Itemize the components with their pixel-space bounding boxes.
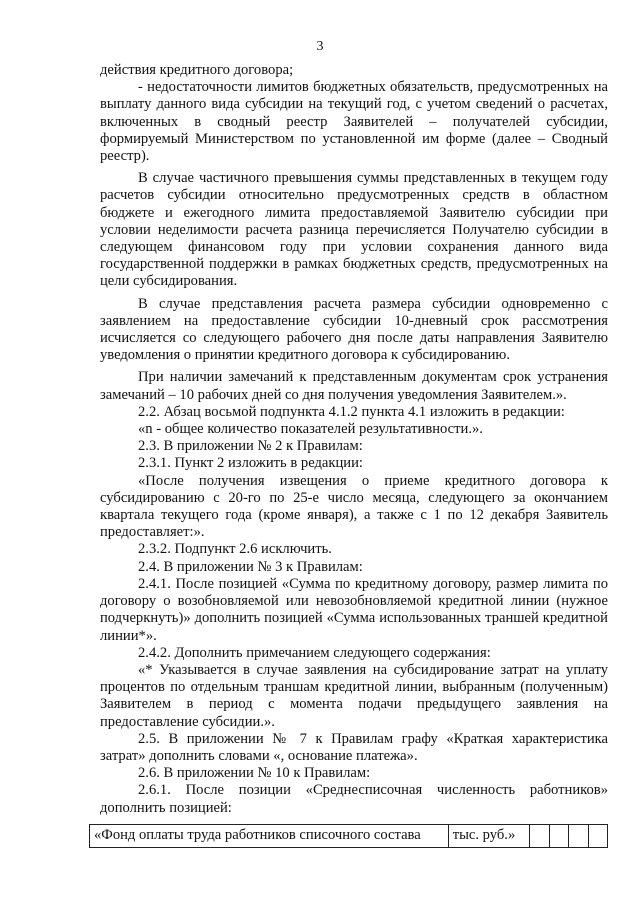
table-cell-name: «Фонд оплаты труда работников списочного состава: [90, 825, 449, 848]
paragraph-2-2: 2.2. Абзац восьмой подпункта 4.1.2 пункта 4.1 изложить в редакции:: [138, 403, 565, 420]
table-cell-blank: [588, 825, 607, 848]
page-number: 3: [316, 39, 324, 54]
paragraph-quote-after-receipt: «После получения извещения о приеме кредитного договора к субсидированию с 20-го по 25-е число месяца, следующего за окончанием квартала текущего года (кроме января), а также с 1 по 12 декабря Заявитель предоставляет:».: [100, 472, 608, 541]
paragraph-footnote: «* Указывается в случае заявления на субсидирование затрат на уплату процентов по отдельным траншам кредитной линии, выбранным (полученным) Заявителем в период с момента подачи предыдущего заявления на предоставление субсидии.».: [100, 661, 608, 730]
paragraph-continuation: действия кредитного договора;: [100, 62, 294, 78]
table-cell-unit: тыс. руб.»: [448, 825, 530, 848]
paragraph-2-3-1: 2.3.1. Пункт 2 изложить в редакции:: [138, 455, 363, 472]
paragraph-2-4-1: 2.4.1. После позицией «Сумма по кредитному договору, размер лимита по договору о возобновляемой или невозобновляемой кредитной линии (нужное подчеркнуть)» дополнить позицией «Сумма использованных траншей кредитной линии*».: [100, 575, 608, 644]
paragraph-limits: - недостаточности лимитов бюджетных обязательств, предусмотренных на выплату данного вида субсидии на текущий год, с учетом сведений о расчетах, включенных в сводный реестр Заявителей – получателей субсидии, формируемый Министерством по установленной им форме (далее – Сводный реестр).: [100, 79, 608, 165]
paragraph-2-6-1: 2.6.1. После позиции «Среднесписочная численность работников» дополнить позицией:: [100, 782, 608, 816]
paragraph-calculation: В случае представления расчета размера субсидии одновременно с заявлением на предоставление субсидии 10-дневный срок рассмотрения исчисляется со следующего рабочего дня после даты направления Заявителю уведомления о принятии кредитного договора к субсидированию.: [100, 295, 608, 364]
paragraph-2-3: 2.3. В приложении № 2 к Правилам:: [138, 438, 363, 455]
paragraph-partial-excess: В случае частичного превышения суммы представленных в текущем году расчетов субсидии относительно предусмотренных средств в областном бюджете и ежегодного лимита предоставляемой Заявителю субсидии при условии неделимости расчета разница перечисляется Получателю субсидии в следующем финансовом году при условии сохранения данного вида государственной поддержки в рамках бюджетных средств, предусмотренных на цели субсидирования.: [100, 170, 608, 290]
wage-fund-table: [89, 824, 608, 848]
table-cell-blank: [569, 825, 588, 848]
paragraph-2-4-2: 2.4.2. Дополнить примечанием следующего содержания:: [138, 644, 491, 661]
paragraph-remarks: При наличии замечаний к представленным документам срок устранения замечаний – 10 рабочих дней со дня получения уведомления Заявителем.».: [100, 369, 608, 403]
wage-fund-table-wrapper: [89, 824, 608, 848]
paragraph-2-3-2: 2.3.2. Подпункт 2.6 исключить.: [138, 541, 332, 558]
table-cell-blank: [549, 825, 568, 848]
paragraph-2-4: 2.4. В приложении № 3 к Правилам:: [138, 558, 363, 575]
paragraph-n-definition: «n - общее количество показателей результативности.».: [138, 421, 483, 438]
table-cell-blank: [530, 825, 549, 848]
table-row: [90, 825, 608, 848]
paragraph-2-6: 2.6. В приложении № 10 к Правилам:: [138, 765, 371, 782]
document-body: [100, 62, 608, 817]
paragraph-2-5: 2.5. В приложении № 7 к Правилам графу «Краткая характеристика затрат» дополнить словами «, основание платежа».: [100, 730, 608, 764]
